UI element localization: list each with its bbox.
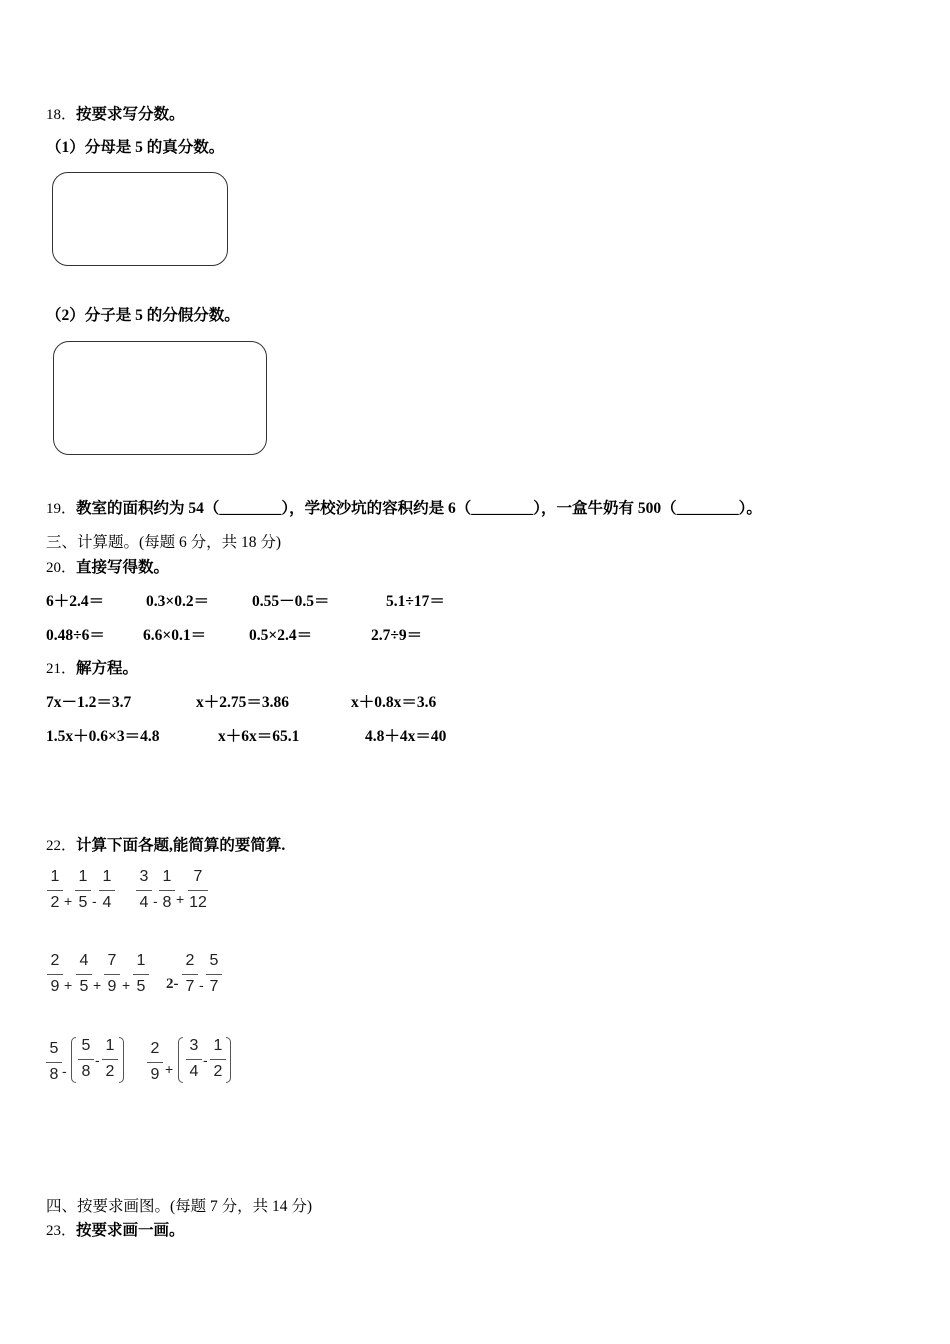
left-parenthesis <box>178 1037 183 1083</box>
operator: - <box>92 893 97 909</box>
q21-equation: x＋6x＝65.1 <box>218 728 300 745</box>
q18-answer-box-2[interactable] <box>53 341 267 455</box>
operator: - <box>95 1052 100 1068</box>
fraction: 5 8 <box>44 1039 64 1085</box>
fraction: 3 4 <box>184 1036 204 1082</box>
leading-term: 2- <box>166 976 179 992</box>
q20-number: 20． <box>46 560 77 576</box>
q19-number: 19． <box>46 501 77 517</box>
fraction: 7 9 <box>102 951 122 997</box>
operator: - <box>62 1063 67 1079</box>
q18-part2: （2）分子是 5 的分假分数。 <box>46 307 240 324</box>
q21-equation: 7x－1.2＝3.7 <box>46 694 132 711</box>
fraction: 1 5 <box>73 867 93 913</box>
q21-number: 21． <box>46 661 77 677</box>
operator: - <box>203 1052 208 1068</box>
operator: + <box>64 977 73 993</box>
fraction: 1 4 <box>97 867 117 913</box>
operator: + <box>122 977 131 993</box>
fraction: 7 12 <box>189 868 207 911</box>
q21-equation: 4.8＋4x＝40 <box>365 728 447 745</box>
operator: - <box>199 977 204 993</box>
q19-text: 教室的面积约为 54（________），学校沙坑的容积约是 6（________），一盒牛奶有 500（________）。 <box>76 500 762 517</box>
q23-heading <box>46 1218 185 1240</box>
section4-heading: 四、按要求画图。(每题 7 分，共 14 分) <box>46 1198 313 1215</box>
q21-title: 解方程。 <box>76 660 139 677</box>
fraction: 5 7 <box>204 951 224 997</box>
q18-number: 18． <box>46 107 77 123</box>
q18-heading <box>46 102 185 124</box>
q23-number: 23． <box>46 1223 77 1239</box>
q18-part1: （1）分母是 5 的真分数。 <box>46 139 225 156</box>
q19-line <box>46 496 762 518</box>
operator: + <box>165 1061 174 1077</box>
q20-item: 2.7÷9＝ <box>371 627 423 644</box>
operator: + <box>64 893 73 909</box>
q21-heading <box>46 656 138 678</box>
q23-title: 按要求画一画。 <box>76 1222 185 1239</box>
q20-item: 6.6×0.1＝ <box>143 627 207 644</box>
fraction: 1 2 <box>100 1036 120 1082</box>
q20-item: 0.55－0.5＝ <box>252 593 330 610</box>
fraction: 4 5 <box>74 951 94 997</box>
section3-heading: 三、计算题。(每题 6 分，共 18 分) <box>46 534 282 551</box>
q20-title: 直接写得数。 <box>76 559 170 576</box>
fraction: 1 2 <box>208 1036 228 1082</box>
fraction: 1 5 <box>131 951 151 997</box>
q18-answer-box-1[interactable] <box>52 172 228 266</box>
fraction: 2 9 <box>45 951 65 997</box>
fraction: 1 2 <box>45 867 65 913</box>
right-parenthesis <box>119 1037 124 1083</box>
operator: + <box>176 891 185 907</box>
q22-title: 计算下面各题,能简算的要简算. <box>76 837 286 854</box>
fraction: 2 9 <box>145 1039 165 1085</box>
fraction: 5 8 <box>76 1036 96 1082</box>
q21-equation: x＋0.8x＝3.6 <box>351 694 437 711</box>
q20-item: 6＋2.4＝ <box>46 593 105 610</box>
q20-item: 0.3×0.2＝ <box>146 593 210 610</box>
q21-equation: x＋2.75＝3.86 <box>196 694 290 711</box>
fraction: 1 8 <box>157 867 177 913</box>
operator: + <box>93 977 102 993</box>
q21-equation: 1.5x＋0.6×3＝4.8 <box>46 728 160 745</box>
operator: - <box>153 893 158 909</box>
q20-item: 0.5×2.4＝ <box>249 627 313 644</box>
q22-number: 22． <box>46 838 77 854</box>
fraction: 3 4 <box>134 867 154 913</box>
fraction: 2 7 <box>180 951 200 997</box>
q22-heading <box>46 833 285 855</box>
right-parenthesis <box>226 1037 231 1083</box>
q20-item: 0.48÷6＝ <box>46 627 105 644</box>
q20-item: 5.1÷17＝ <box>386 593 445 610</box>
q20-heading <box>46 555 169 577</box>
q18-title: 按要求写分数。 <box>76 106 185 123</box>
